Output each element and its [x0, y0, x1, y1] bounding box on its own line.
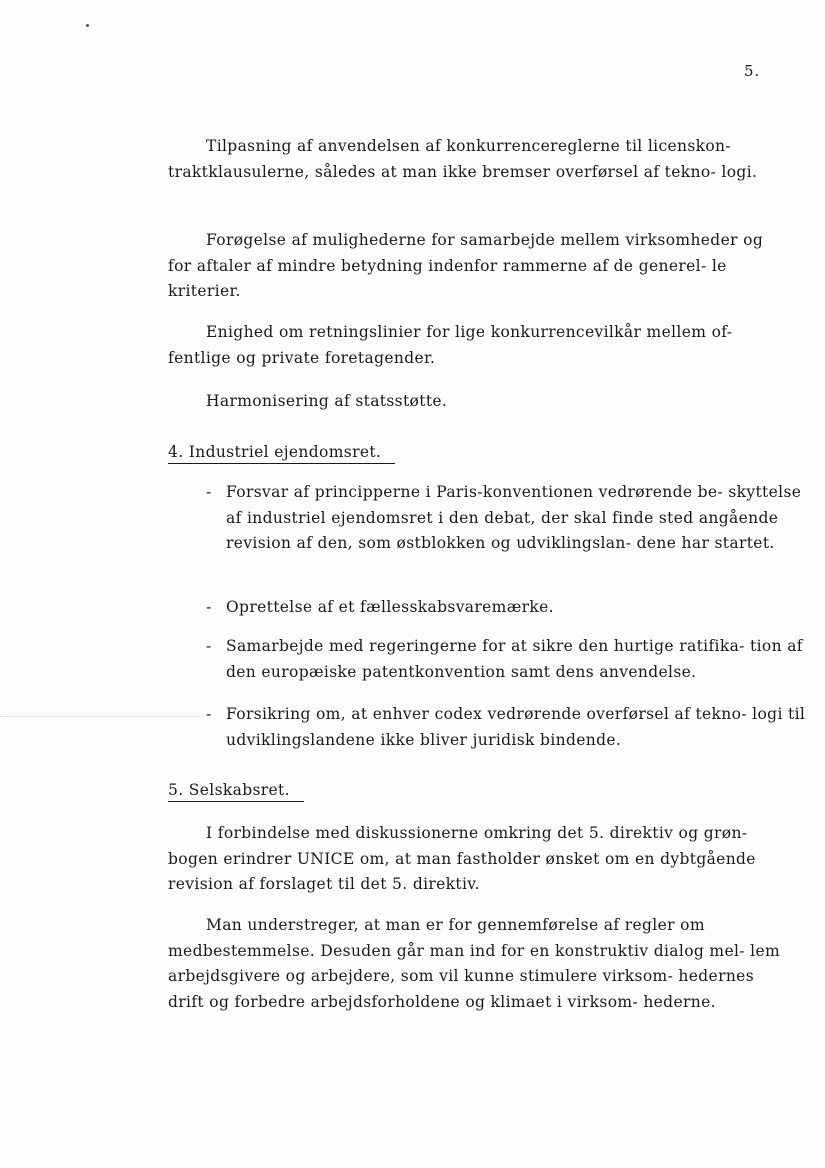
paragraph-fifth-directive: I forbindelse med diskussionerne omkring det 5. direktiv og grøn- bogen erindrer UNICE om, at man fastholder ønsket om en dybtgående revision af forslaget til det 5. direktiv.	[168, 824, 756, 893]
section-heading-company-law: 5. Selskabsret.	[168, 779, 304, 802]
paragraph-state-aid: Harmonisering af statsstøtte.	[206, 392, 448, 410]
bullet-item: - Oprettelse af et fællesskabsvaremærke.	[206, 598, 554, 616]
scan-speck	[86, 24, 89, 27]
section-heading-industrial-property: 4. Industriel ejendomsret.	[168, 441, 395, 464]
bullet-item: - Samarbejde med regeringerne for at sikre den hurtige ratifika- tion af den europæiske patentkonvention samt dens anvendelse.	[206, 637, 803, 681]
paragraph-cooperation: Forøgelse af mulighederne for samarbejde mellem virksomheder og for aftaler af mindre betydning indenfor rammerne af de generel- le kriterier.	[168, 231, 764, 300]
margin-dotted-line	[0, 716, 200, 717]
page-number: 5.	[744, 62, 761, 80]
paragraph-competition: Enighed om retningslinier for lige konkurrencevilkår mellem of- fentlige og private foretagender.	[168, 323, 733, 367]
bullet-item: - Forsikring om, at enhver codex vedrørende overførsel af tekno- logi til udviklingslandene ikke bliver juridisk bindende.	[206, 705, 806, 749]
paragraph-codetermination: Man understreger, at man er for gennemførelse af regler om medbestemmelse. Desuden går man ind for en konstruktiv dialog mel- lem arbejdsgivere og arbejdere, som vil kunne stimulere virksom- hedernes drift og forbedre arbejdsforholdene og klimaet i virksom- hederne.	[168, 916, 781, 1011]
bullet-item: - Forsvar af principperne i Paris-konventionen vedrørende be- skyttelse af industriel ejendomsret i den debat, der skal finde sted angående revision af den, som østblokken og udviklingslan- dene har startet.	[206, 483, 802, 552]
paragraph-licensing: Tilpasning af anvendelsen af konkurrencereglerne til licenskon- traktklausulerne, således at man ikke bremser overførsel af tekno- logi.	[168, 137, 758, 181]
